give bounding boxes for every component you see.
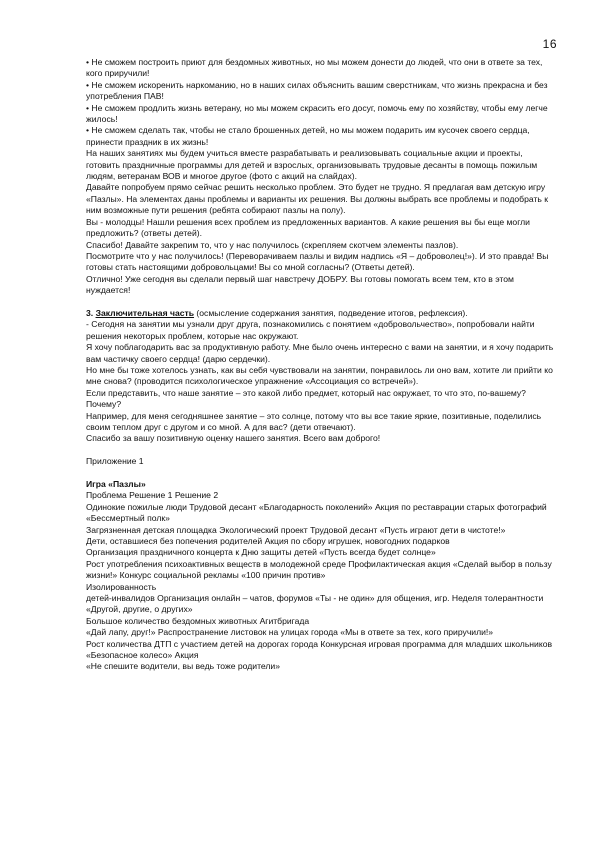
game-line: Рост количества ДТП с участием детей на дорогах города Конкурсная игровая программа для младших школьников «Безопасное колесо» Акция xyxy=(86,638,553,661)
body-paragraph: Я хочу поблагодарить вас за продуктивную работу. Мне было очень интересно с вами на занятии, и я хочу подарить вам частичку своего сердца! (дарю сердечки). xyxy=(86,342,554,364)
game-title: Игра «Пазлы» xyxy=(86,478,146,489)
game-line: Изолированность xyxy=(86,581,157,592)
spacer xyxy=(86,445,556,456)
game-line: «Не спешите водители, вы ведь тоже родители» xyxy=(86,661,281,672)
bullet-paragraph: • Не сможем сделать так, чтобы не стало брошенных детей, но мы можем подарить им кусочек своего сердца, принести праздник в их жизнь! xyxy=(86,125,530,147)
spacer xyxy=(86,297,556,308)
body-paragraph: Но мне бы тоже хотелось узнать, как вы себя чувствовали на занятии, понравилось ли оно вам, хотите ли прийти ко мне снова? (проводится психологическое упражнение «Ассоциация со встречей»). xyxy=(86,364,553,387)
body-paragraph: На наших занятиях мы будем учиться вместе разрабатывать и реализовывать социальные акции и проекты, готовить праздничные программы для детей и взрослых, организовывать трудовые десанты в помощь пожилым людям, ветеранам ВОВ и многое другое (фото с акций на слайдах). xyxy=(86,148,538,182)
conclusion-section xyxy=(86,308,556,445)
body-paragraph: Посмотрите что у нас получилось! (Переворачиваем пазлы и видим надпись «Я – доброволец!»). И это правда! Вы готовы стать настоящими добровольцами! Вы со мной согласны? (Ответы детей). xyxy=(86,250,549,273)
appendix-label: Приложение 1 xyxy=(86,456,144,467)
body-paragraph: Например, для меня сегодняшнее занятие – это солнце, потому что вы все такие яркие, позитивные, поделились своим теплом друг с другом и со мной. А для вас? (дети отвечают). xyxy=(86,410,542,432)
game-line: Дети, оставшиеся без попечения родителей Акция по сбору игрушек, новогодних подарков xyxy=(86,536,450,547)
body-paragraph: - Сегодня на занятии мы узнали друг друга, познакомились с понятием «добровольчество», попробовали найти решения некоторых проблем, которые нас окружают. xyxy=(86,319,535,341)
game-line: Рост употребления психоактивных веществ в молодежной среде Профилактическая акция «Сделай выбор в пользу жизни!» Конкурс социальной рекламы «100 причин против» xyxy=(86,558,552,581)
body-paragraph: Давайте попробуем прямо сейчас решить несколько проблем. Это будет не трудно. Я предлагая вам детскую игру «Пазлы». На элементах даны проблемы и варианты их решения. Вы должны выбрать все проблемы и подобрать к ним возможные пути решения (ребята собирают пазлы на полу). xyxy=(86,182,549,216)
game-line: Большое количество бездомных животных Агитбригада xyxy=(86,615,310,626)
body-paragraph: Спасибо за вашу позитивную оценку нашего занятия. Всего вам доброго! xyxy=(86,433,381,444)
game-line: Проблема Решение 1 Решение 2 xyxy=(86,490,219,501)
section-title: Заключительная часть xyxy=(95,307,195,318)
game-line: «Другой, другие, о других» xyxy=(86,604,193,615)
body-paragraph: Спасибо! Давайте закрепим то, что у нас получилось (скрепляем скотчем элементы пазлов). xyxy=(86,239,459,250)
intro-section xyxy=(86,57,556,297)
game-line: Одинокие пожилые люди Трудовой десант «Благодарность поколений» Акция по реставрации старых фотографий «Бессмертный полк» xyxy=(86,501,547,524)
bullet-paragraph: • Не сможем построить приют для бездомных животных, но мы можем донести до людей, что они в ответе за тех, кого приручили! xyxy=(86,57,543,79)
spacer xyxy=(86,468,556,479)
section-number: 3. xyxy=(86,307,94,318)
body-paragraph: Отлично! Уже сегодня вы сделали первый шаг навстречу ДОБРУ. Вы готовы помогать всем тем, кто в этом нуждается! xyxy=(86,273,514,296)
page-number: 16 xyxy=(542,37,557,51)
body-paragraph: Если представить, что наше занятие – это какой либо предмет, который нас окружает, то что это, по-вашему? Почему? xyxy=(86,387,526,410)
section-subtitle: (осмысление содержания занятия, подведение итогов, рефлексия). xyxy=(194,307,468,318)
game-line: детей-инвалидов Организация онлайн – чатов, форумов «Ты - не один» для общения, игр. Неделя толерантности xyxy=(86,593,544,604)
bullet-paragraph: • Не сможем искоренить наркоманию, но в наших силах объяснить вашим сверстникам, что жизнь прекрасна и без употребления ПАВ! xyxy=(86,79,548,102)
bullet-paragraph: • Не сможем продлить жизнь ветерану, но мы можем скрасить его досуг, помочь ему по хозяйству, чтобы ему легче жилось! xyxy=(86,102,548,125)
section-heading xyxy=(86,308,556,319)
body-paragraph: Вы - молодцы! Нашли решения всех проблем из предложенных вариантов. А какие решения вы бы еще могли предложить? (ответы детей). xyxy=(86,216,530,239)
game-section xyxy=(86,479,556,673)
game-line: Организация праздничного концерта к Дню защиты детей «Пусть всегда будет солнце» xyxy=(86,547,436,558)
game-line: «Дай лапу, друг!» Распространение листовок на улицах города «Мы в ответе за тех, кого приручили!» xyxy=(86,627,494,638)
document-body xyxy=(86,57,556,673)
game-line: Загрязненная детская площадка Экологический проект Трудовой десант «Пусть играют дети в чистоте!» xyxy=(86,524,506,535)
